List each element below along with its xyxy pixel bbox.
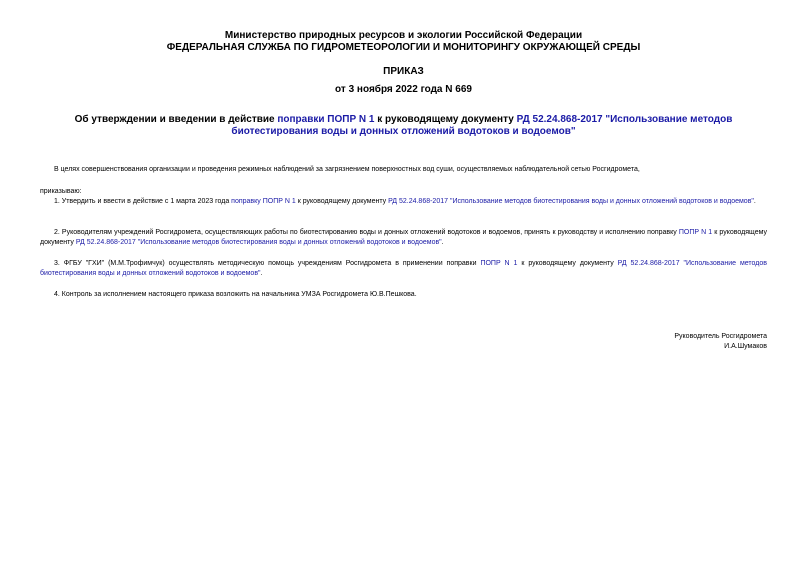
- item-4: 4. Контроль за исполнением настоящего приказа возложить на начальника УМЗА Росгидромета Ю.В.Пешкова.: [54, 291, 417, 298]
- item-3-text-3: .: [260, 270, 263, 277]
- item-2: [40, 228, 767, 248]
- item-1-link-rd[interactable]: РД 52.24.868-2017 "Использование методов биотестирования воды и донных отложений водотоков и водоемов": [388, 198, 754, 205]
- item-2-text-1: 2. Руководителям учреждений Росгидромета, осуществляющих работы по биотестированию воды и донных отложений водотоков и водоемов, принять к руководству и исполнению поправку: [54, 229, 679, 236]
- item-2-link-rd[interactable]: РД 52.24.868-2017 "Использование методов биотестирования воды и донных отложений водотоков и водоемов": [75, 239, 442, 246]
- ministry-name: Министерство природных ресурсов и экологии Российской Федерации: [224, 30, 583, 41]
- title-text-2: к руководящему документу: [374, 114, 517, 125]
- item-2-text-2: к руководящему документу: [40, 229, 767, 246]
- title-link-rd[interactable]: РД 52.24.868-2017 "Использование методов биотестирования воды и донных отложений водотоков и водоемов": [231, 114, 733, 137]
- signature-name: И.А.Шумаков: [724, 343, 767, 350]
- item-1-text-2: к руководящему документу: [295, 198, 389, 205]
- title-text-1: Об утверждении и введении в действие: [74, 114, 278, 125]
- item-3-link-amendment[interactable]: ПОПР N 1: [480, 260, 518, 267]
- item-3-text-1: 3. ФГБУ "ГХИ" (М.М.Трофимчук) осуществлять методическую помощь учреждениям Росгидромета в применении поправки: [54, 260, 481, 267]
- intro-paragraph: В целях совершенствования организации и проведения режимных наблюдений за загрязнением поверхностных вод суши, осуществляемых наблюдательной сетью Росгидромета,: [54, 166, 640, 173]
- item-3-link-rd[interactable]: РД 52.24.868-2017 "Использование методов биотестирования воды и донных отложений водотоков и водоемов": [40, 260, 767, 277]
- item-1-text-1: 1. Утвердить и ввести в действие с 1 марта 2023 года: [54, 198, 232, 205]
- item-3-text-2: к руководящему документу: [517, 260, 618, 267]
- order-word: приказываю:: [40, 188, 82, 195]
- signature-position: Руководитель Росгидромета: [674, 333, 767, 340]
- title-link-amendment[interactable]: поправки ПОПР N 1: [277, 114, 375, 125]
- service-name: ФЕДЕРАЛЬНАЯ СЛУЖБА ПО ГИДРОМЕТЕОРОЛОГИИ И МОНИТОРИНГУ ОКРУЖАЮЩЕЙ СРЕДЫ: [166, 42, 641, 53]
- item-2-text-3: .: [441, 239, 444, 246]
- item-3: [40, 259, 767, 279]
- item-2-link-amendment[interactable]: ПОПР N 1: [678, 229, 713, 236]
- item-1-text-3: .: [753, 198, 756, 205]
- item-1: [40, 197, 767, 207]
- item-1-link-amendment[interactable]: поправку ПОПР N 1: [231, 198, 296, 205]
- document-date-number: от 3 ноября 2022 года N 669: [335, 84, 472, 95]
- document-type: ПРИКАЗ: [383, 66, 424, 77]
- document-title: [40, 114, 767, 138]
